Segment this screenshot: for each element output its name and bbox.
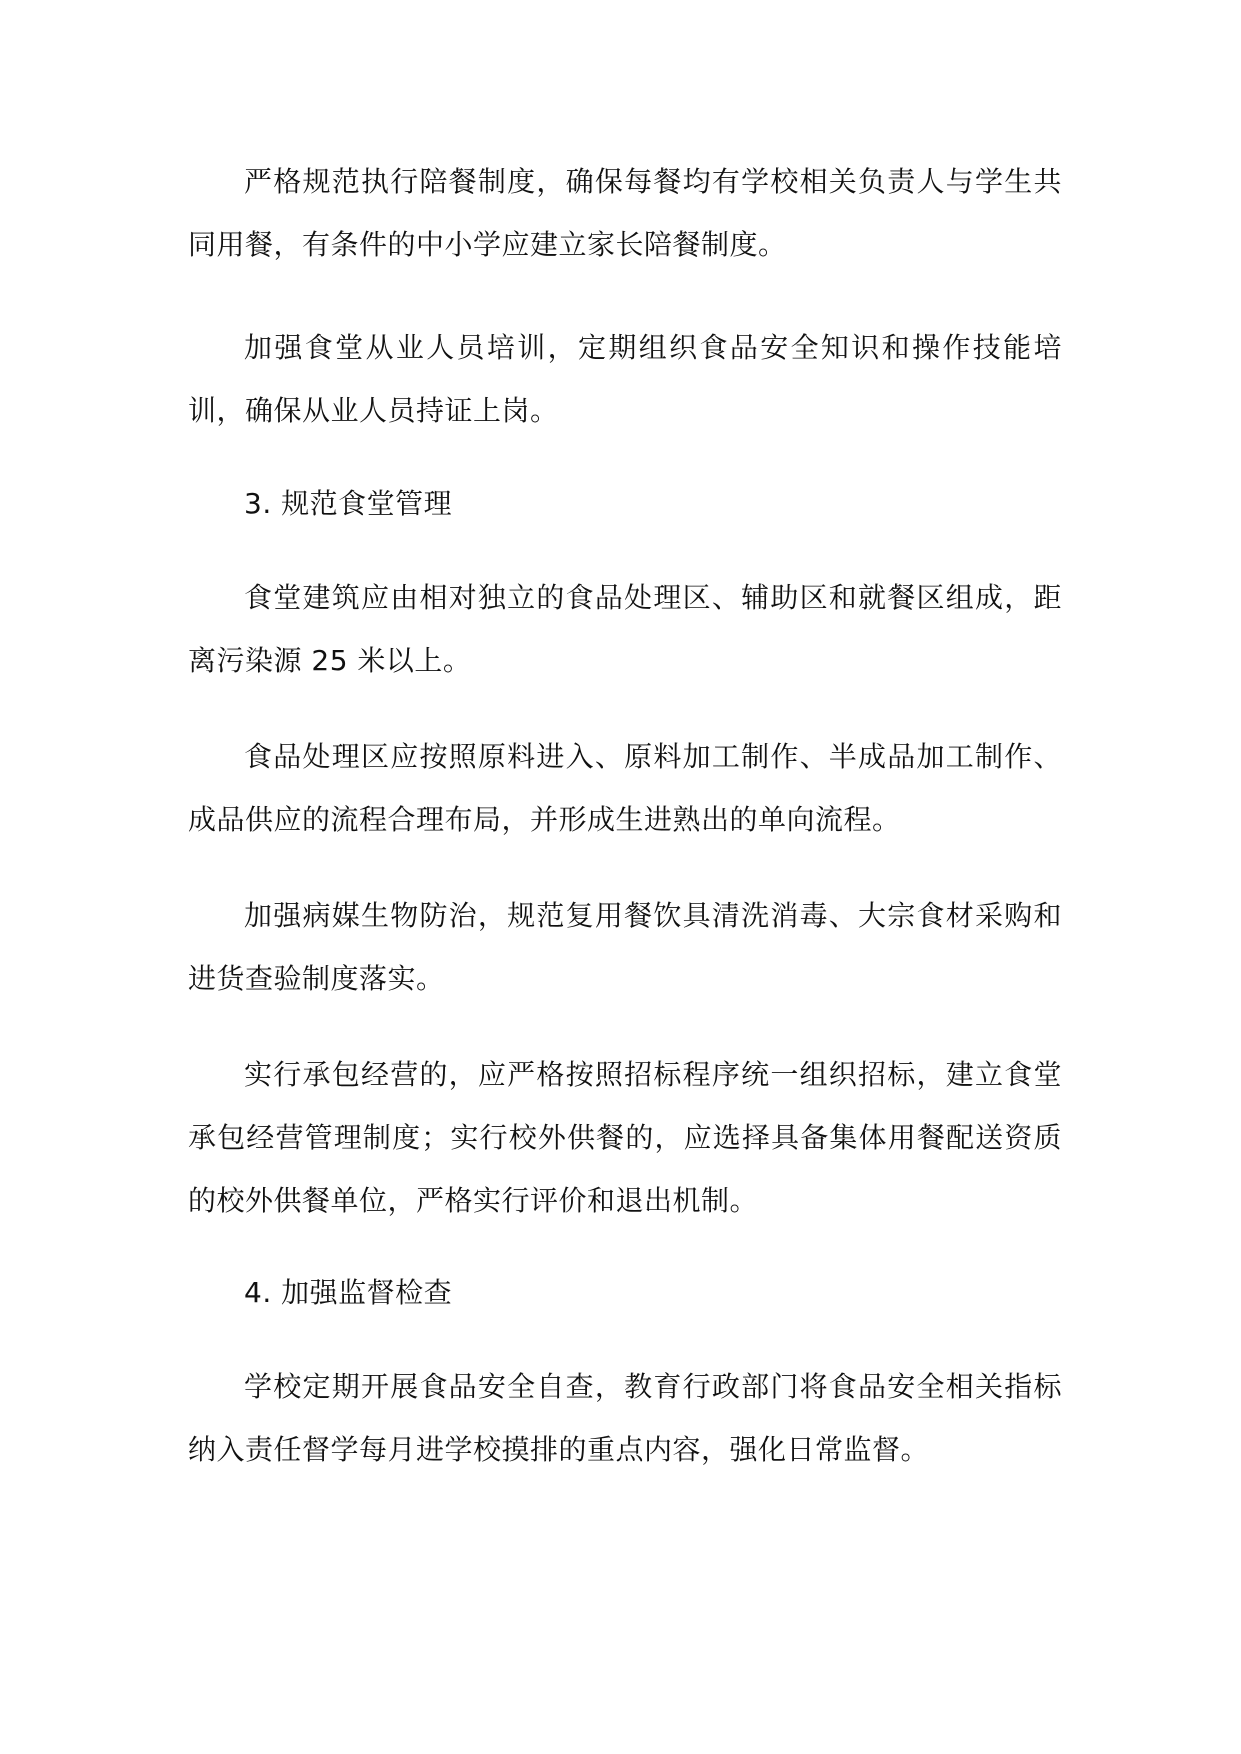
section-heading-supervision: 4. 加强监督检查 bbox=[244, 1276, 453, 1309]
paragraph-pest-control: 加强病媒生物防治，规范复用餐饮具清洗消毒、大宗食材采购和进货查验制度落实。 bbox=[188, 899, 1062, 995]
section-heading-canteen-management: 3. 规范食堂管理 bbox=[244, 487, 453, 520]
paragraph-contract-operation: 实行承包经营的，应严格按照招标程序统一组织招标，建立食堂承包经营管理制度；实行校外供餐的，应选择具备集体用餐配送资质的校外供餐单位，严格实行评价和退出机制。 bbox=[188, 1058, 1062, 1217]
paragraph-accompanying-meals: 严格规范执行陪餐制度，确保每餐均有学校相关负责人与学生共同用餐，有条件的中小学应建立家长陪餐制度。 bbox=[188, 165, 1062, 261]
paragraph-staff-training: 加强食堂从业人员培训，定期组织食品安全知识和操作技能培训，确保从业人员持证上岗。 bbox=[188, 331, 1062, 427]
paragraph-canteen-building: 食堂建筑应由相对独立的食品处理区、辅助区和就餐区组成，距离污染源 25 米以上。 bbox=[188, 581, 1062, 677]
paragraph-food-processing-layout: 食品处理区应按照原料进入、原料加工制作、半成品加工制作、成品供应的流程合理布局，并形成生进熟出的单向流程。 bbox=[188, 740, 1062, 836]
paragraph-self-inspection: 学校定期开展食品安全自查，教育行政部门将食品安全相关指标纳入责任督学每月进学校摸排的重点内容，强化日常监督。 bbox=[188, 1370, 1062, 1466]
